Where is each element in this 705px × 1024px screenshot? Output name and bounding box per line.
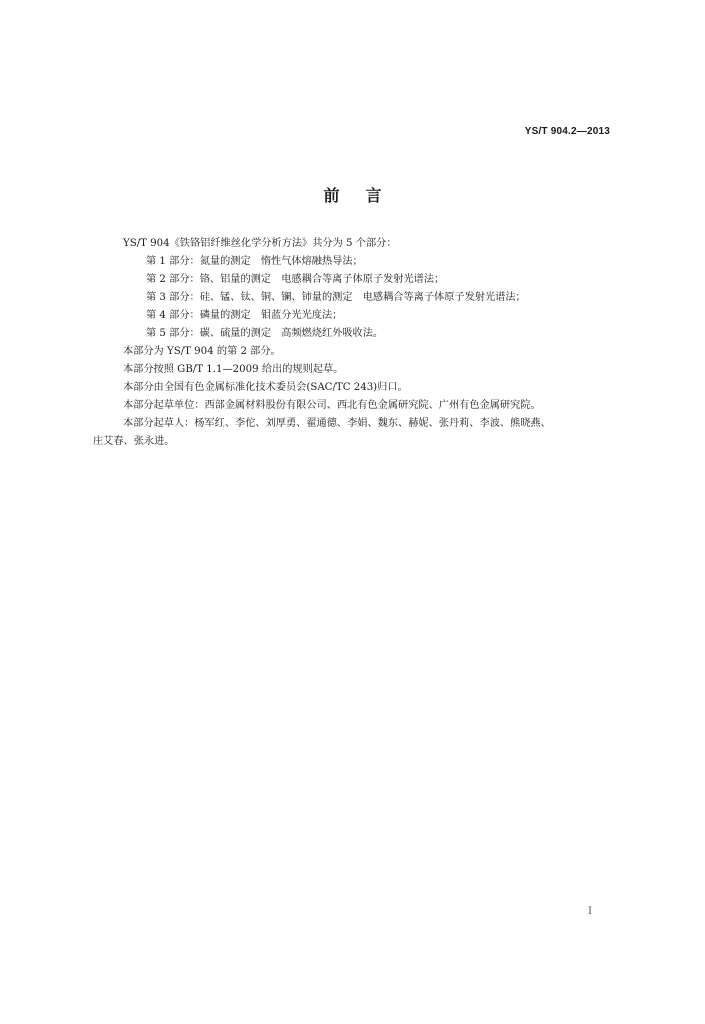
foreword-line: 本部分按照 GB/T 1.1—2009 给出的规则起草。 [123,364,344,375]
foreword-line: 庄艾春、张永进。 [93,436,175,447]
foreword-line: 本部分由全国有色金属标准化技术委员会(SAC/TC 243)归口。 [123,382,408,393]
foreword-line: 本部分为 YS/T 904 的第 2 部分。 [123,346,281,357]
standard-code: YS/T 904.2—2013 [524,126,610,137]
foreword-line: 第 3 部分：硅、锰、钛、铜、镧、铈量的测定 电感耦合等离子体原子发射光谱法； [146,292,526,303]
foreword-line: 本部分起草人：杨军红、李佗、刘厚勇、翟通德、李娟、魏东、赫妮、张丹莉、李波、熊晓燕、 [123,418,551,429]
foreword-line: YS/T 904《铁铬铝纤维丝化学分析方法》共分为 5 个部分： [123,238,397,249]
foreword-line: 第 2 部分：铬、铝量的测定 电感耦合等离子体原子发射光谱法； [146,274,445,285]
foreword-line: 第 5 部分：碳、硫量的测定 高频燃烧红外吸收法。 [146,328,384,339]
foreword-line: 第 4 部分：磷量的测定 钼蓝分光光度法； [146,310,343,321]
foreword-line: 本部分起草单位：西部金属材料股份有限公司、西北有色金属研究院、广州有色金属研究院。 [123,400,541,411]
page-number: I [588,906,592,917]
page-title: 前言 [323,186,408,205]
foreword-line: 第 1 部分：氮量的测定 惰性气体熔融热导法； [146,256,363,267]
